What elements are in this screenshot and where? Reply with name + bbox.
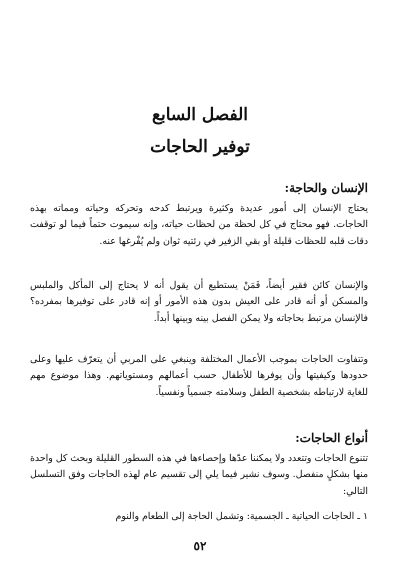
paragraph-human-poverty: والإنسان كائن فقير أيضاً، فَمَنْ يستطيع أن يقول أنه لا يحتاج إلى المأكل والملبس والمسكن أو أنه قادر على العيش بدون هذه الأمور أو إنه قادر على توفيرها بمفرده؟ فالإنسان مرتبط بحاجاته ولا يمكن الفصل بينه وبينها أبداً. [30,280,368,324]
paragraph-needs-variation: وتتفاوت الحاجات بموجب الأعمال المختلفة وينبغي على المربي أن يتعرّف عليها وعلى حدودها وكيفيتها وأن يوفرها للأطفال حسب أعمالهم ومستوياتهم. وهذا موضوع مهم للغاية لارتباطه بشخصية الطفل وسلامته جسمياً ونفسياً. [30,354,368,398]
section-heading-types-of-needs: أنواع الحاجات: [295,431,368,445]
chapter-title: توفير الحاجات [150,137,250,157]
page-number: ٥٢ [193,539,207,553]
list-item-physical-needs: ١ ـ الحاجات الحياتية ـ الجسمية: وتشمل الحاجة إلى الطعام والنوم [115,511,368,522]
section-heading-human-and-need: الإنسان والحاجة: [284,181,368,195]
chapter-label: الفصل السابع [151,105,249,125]
paragraph-needs-types: تتنوع الحاجات وتتعدد ولا يمكننا عدّها وإحصاءها في هذه السطور القليلة وبحث كل واحدة منها بشكلٍ منفصل. وسوف نشير فيما يلي إلى تقسيم عام لهذه الحاجات وفق التسلسل التالي: [30,453,368,497]
paragraph-human-needs: يحتاج الإنسان إلى أمور عديدة وكثيرة ويرتبط كدحه وتحركه وحياته ومماته بهذه الحاجات. فهو محتاج في كل لحظة من لحظات حياته، وإنه سيموت حتماً فيما لو توقفت دقات قلبه للحظات قليلة أو بقي الزفير في رئتيه ثوان ولم يُفْرغها عنه. [30,203,368,247]
